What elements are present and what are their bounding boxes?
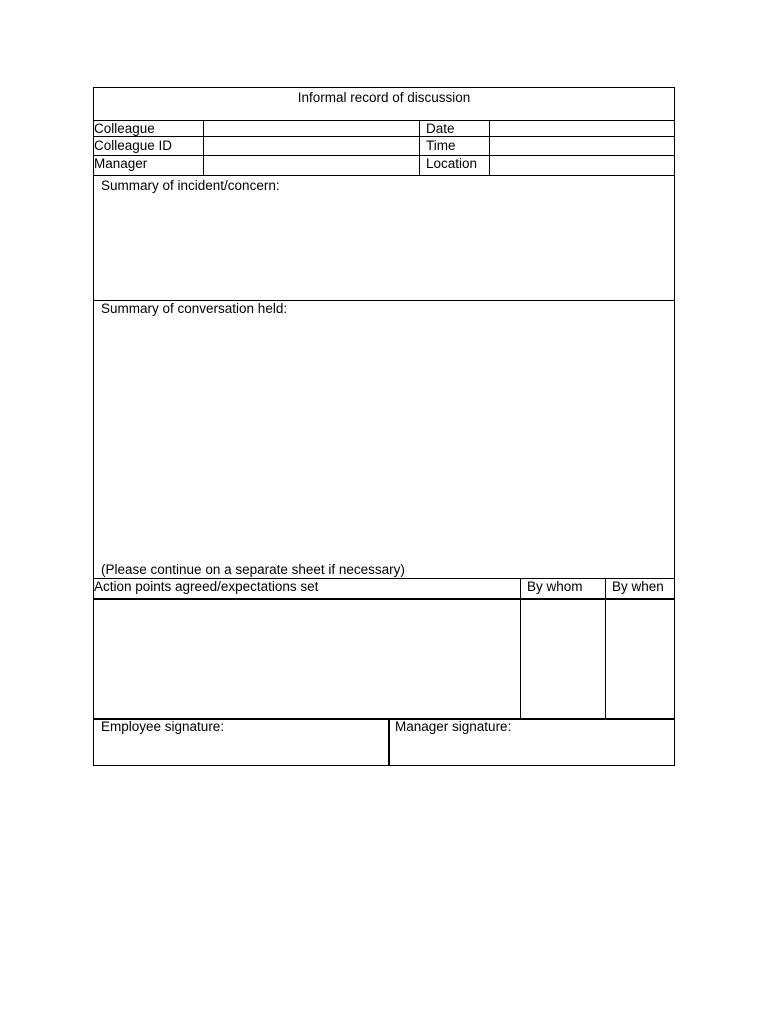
action-col-divider <box>605 578 606 719</box>
colleague-field[interactable] <box>204 121 419 137</box>
location-label: Location <box>426 156 478 171</box>
date-field[interactable] <box>490 121 674 137</box>
field-row-divider <box>94 155 674 156</box>
field-col-divider <box>419 120 420 176</box>
conversation-summary-label: Summary of conversation held: <box>101 301 288 316</box>
manager-signature-label: Manager signature: <box>395 719 512 734</box>
incident-summary-area[interactable] <box>94 176 674 300</box>
manager-field[interactable] <box>204 156 419 174</box>
field-col-divider <box>489 120 490 176</box>
location-field[interactable] <box>490 156 674 174</box>
action-col-divider <box>520 578 521 719</box>
manager-label: Manager <box>94 156 148 171</box>
field-row-divider <box>94 136 674 137</box>
colleague-id-label: Colleague ID <box>94 138 173 153</box>
action-points-header: Action points agreed/expectations set <box>94 579 319 594</box>
by-when-area[interactable] <box>606 600 674 718</box>
action-points-area[interactable] <box>94 600 520 718</box>
field-col-divider <box>203 120 204 176</box>
form-title: Informal record of discussion <box>297 90 471 105</box>
colleague-label: Colleague <box>94 121 155 136</box>
colleague-id-field[interactable] <box>204 138 419 155</box>
by-when-header: By when <box>612 579 664 594</box>
time-label: Time <box>426 138 456 153</box>
by-whom-header: By whom <box>527 579 583 594</box>
conversation-summary-area[interactable] <box>94 301 674 577</box>
date-label: Date <box>426 121 455 136</box>
continue-note: (Please continue on a separate sheet if necessary) <box>101 562 405 577</box>
by-whom-area[interactable] <box>522 600 605 718</box>
employee-signature-label: Employee signature: <box>101 719 225 734</box>
time-field[interactable] <box>490 138 674 155</box>
incident-summary-label: Summary of incident/concern: <box>101 178 280 193</box>
informal-discussion-form <box>93 87 675 766</box>
